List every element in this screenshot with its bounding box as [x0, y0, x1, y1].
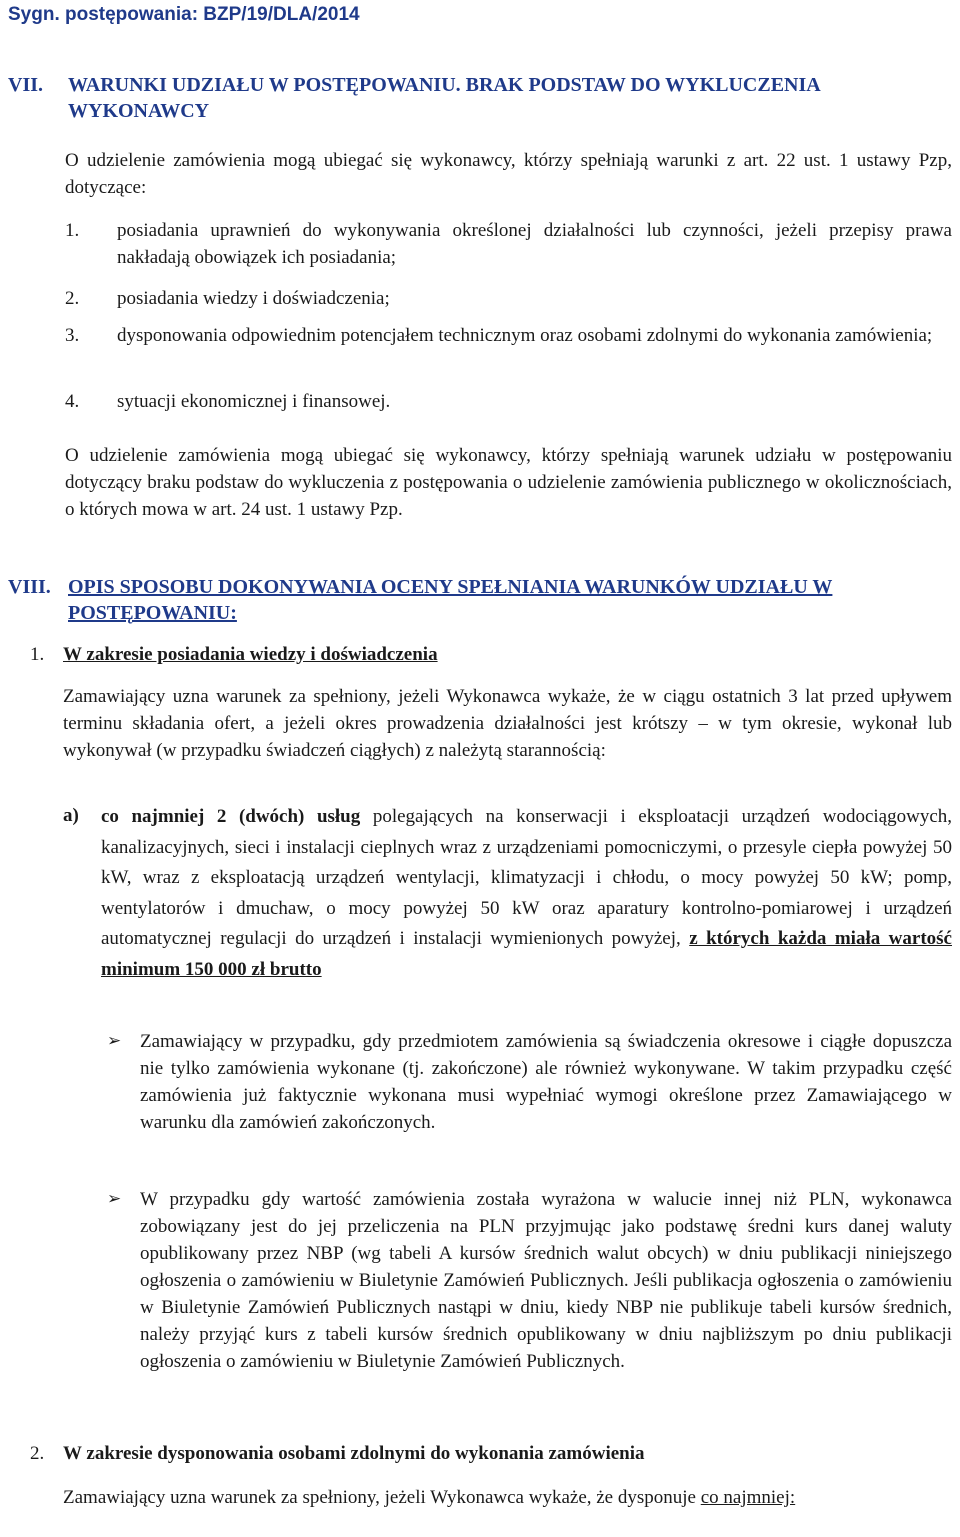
document-reference: Sygn. postępowania: BZP/19/DLA/2014: [8, 4, 360, 25]
subsection-2-heading: [30, 1440, 950, 1467]
section-7-number: VII.: [8, 74, 44, 96]
list-item: [65, 322, 952, 376]
point-a-bold-lead: co najmniej 2 (dwóch) usług: [101, 806, 361, 827]
subsection-1-heading: [30, 641, 950, 668]
point-a-text: [63, 802, 952, 985]
subsection-2-paragraph-tail: co najmniej:: [700, 1487, 796, 1508]
subsection-2-title: W zakresie dysponowania osobami zdolnymi do wykonania zamówienia: [63, 1443, 645, 1464]
list-item-number: 2.: [65, 288, 80, 309]
section-8-title: OPIS SPOSOBU DOKONYWANIA OCENY SPEŁNIANIA WARUNKÓW UDZIAŁU W POSTĘPOWANIU:: [68, 576, 833, 624]
section-7-heading: [8, 72, 958, 126]
point-a-label: a): [63, 805, 79, 826]
subsection-2-number: 2.: [30, 1443, 45, 1464]
list-item-number: 4.: [65, 391, 80, 412]
list-item-number: 3.: [65, 325, 80, 346]
list-item-text: posiadania wiedzy i doświadczenia;: [117, 288, 390, 309]
arrow-bullet-icon: ➢: [107, 1189, 122, 1209]
subsection-1-number: 1.: [30, 644, 45, 665]
subsection-1-title: W zakresie posiadania wiedzy i doświadczenia: [63, 644, 438, 665]
point-a: [63, 802, 952, 1017]
list-item: [65, 217, 952, 271]
bullet-text: Zamawiający w przypadku, gdy przedmiotem zamówienia są świadczenia okresowe i ciągłe dopuszcza nie tylko zamówienia wykonane (tj. zakończone) ale również wykonywane. W takim przypadku część zamówienia już faktycznie wykonana musi wypełniać wymogi określone przez Zamawiającego w warunku dla zamówień zakończonych.: [140, 1031, 952, 1133]
section-8-heading: [8, 574, 958, 628]
point-a-body: polegających na konserwacji i eksploatacji urządzeń wodociągowych, kanalizacyjnych, sieci i instalacji cieplnych wraz z urządzeniami pomocniczymi, o przesyle ciepła powyżej 50 kW, wraz z eksploatacją urządzeń wentylacji, klimatyzacji i chłodu, o mocy powyżej 50 kW; pomp, wentylatorów i dmuchaw, o mocy powyżej 50 kW oraz aparatury kontrolno-pomiarowej i urządzeń automatycznej regulacji do urządzeń i instalacji wymienionych powyżej,: [101, 806, 952, 949]
list-item-text: posiadania uprawnień do wykonywania określonej działalności lub czynności, jeżeli przepisy prawa nakładają obowiązek ich posiadania;: [117, 220, 952, 268]
list-item: [107, 1028, 952, 1136]
section-7-title: WARUNKI UDZIAŁU W POSTĘPOWANIU. BRAK PODSTAW DO WYKLUCZENIA WYKONAWCY: [68, 74, 820, 122]
section-7-closing: O udzielenie zamówienia mogą ubiegać się wykonawcy, którzy spełniają warunek udziału w postępowaniu dotyczący braku podstaw do wykluczenia z postępowania o udzielenie zamówienia publicznego w okolicznościach, o których mowa w art. 24 ust. 1 ustawy Pzp.: [65, 445, 952, 520]
bullet-text: W przypadku gdy wartość zamówienia została wyrażona w walucie innej niż PLN, wykonawca zobowiązany jest do jej przeliczenia na PLN przyjmując jako podstawę średni kurs danej waluty opublikowany przez NBP (wg tabeli A kursów średnich walut obcych) w dniu publikacji niniejszego ogłoszenia o zamówieniu w Biuletynie Zamówień Publicznych. Jeśli publikacja ogłoszenia o zamówieniu w Biuletynie Zamówień Publicznych nastąpi w dniu, kiedy NBP nie publikuje tabeli kursów średnich, należy przyjąć kurs z tabeli kursów średnich opublikowany w dniu najbliższym po dniu publikacji ogłoszenia o zamówieniu w Biuletynie Zamówień Publicznych.: [140, 1189, 952, 1372]
list-item-text: sytuacji ekonomicznej i finansowej.: [117, 391, 391, 412]
subsection-2-paragraph: [63, 1484, 952, 1511]
list-item: [107, 1186, 952, 1375]
arrow-bullet-icon: ➢: [107, 1031, 122, 1051]
point-a-bold-tail: z których każda miała wartość minimum 150 000 zł brutto: [101, 928, 952, 980]
section-7-intro: O udzielenie zamówienia mogą ubiegać się wykonawcy, którzy spełniają warunki z art. 22 ust. 1 ustawy Pzp, dotyczące:: [65, 150, 952, 198]
subsection-2-paragraph-lead: Zamawiający uzna warunek za spełniony, jeżeli Wykonawca wykaże, że dysponuje: [63, 1487, 701, 1508]
list-item-number: 1.: [65, 220, 80, 241]
list-item: [65, 285, 952, 312]
list-item: [65, 388, 952, 415]
subsection-1-paragraph: Zamawiający uzna warunek za spełniony, jeżeli Wykonawca wykaże, że w ciągu ostatnich 3 lat przed upływem terminu składania ofert, a jeżeli okres prowadzenia działalności jest krótszy – w tym okresie, wykonał lub wykonywał (w przypadku świadczeń ciągłych) z należytą starannością:: [63, 686, 952, 761]
list-item-text: dysponowania odpowiednim potencjałem technicznym oraz osobami zdolnymi do wykonania zamówienia;: [117, 325, 933, 346]
section-8-number: VIII.: [8, 576, 51, 598]
